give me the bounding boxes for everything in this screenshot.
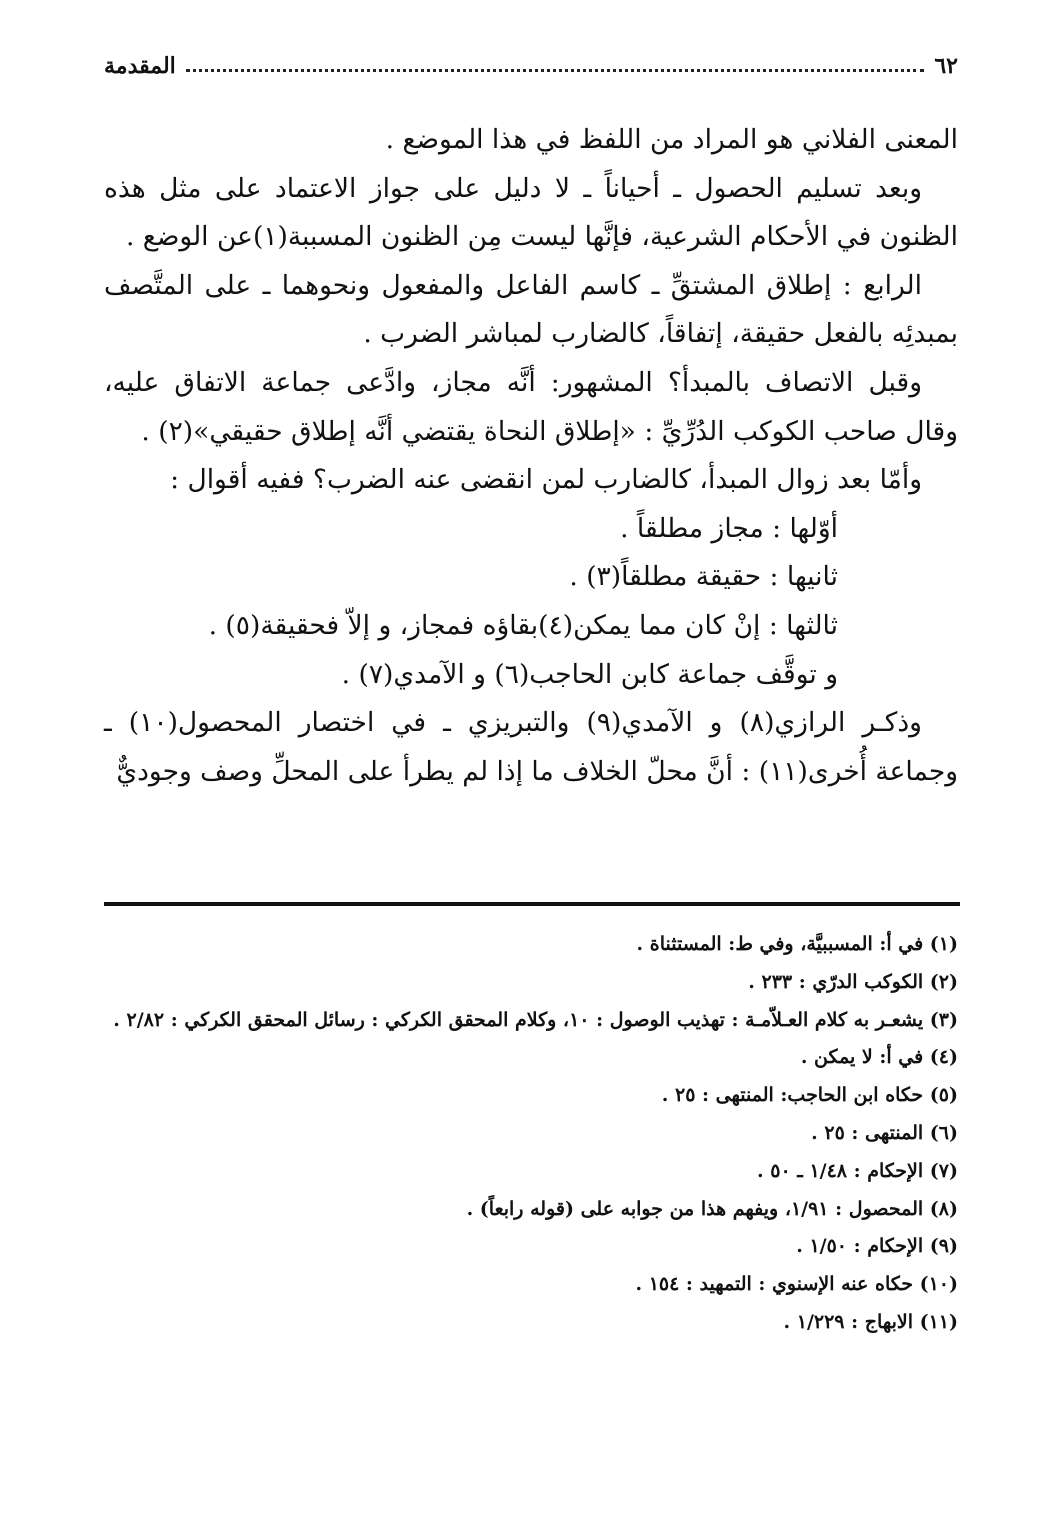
paragraph: الرابع : إطلاق المشتقِّ ـ كاسم الفاعل والمفعول ونحوهما ـ على المتَّصف بمبدئِه بالفعل حقيقة، إتفاقاً، كالضارب لمباشر الضرب . [104, 269, 958, 350]
list-item: ثالثها : إنْ كان مما يمكن(٤)بقاؤه فمجاز، و إلاّ فحقيقة(٥) . [208, 609, 838, 641]
footnotes [104, 926, 958, 1342]
main-text [104, 116, 958, 796]
footnote: (١١) الابهاج : ١/٢٢٩ . [783, 1310, 958, 1333]
footnote: (١) في أ: المسببيَّة، وفي ط: المستثناة . [636, 933, 958, 955]
footnote: (٦) المنتهى : ٢٥ . [811, 1121, 958, 1144]
footnote: (٤) في أ: لا يمكن . [800, 1046, 958, 1069]
footnote: (١٠) حكاه عنه الإسنوي : التمهيد : ١٥٤ . [635, 1273, 958, 1296]
paragraph: وقبل الاتصاف بالمبدأ؟ المشهور: أنَّه مجاز، وادَّعى جماعة الاتفاق عليه، وقال صاحب الكوكب الدُرِّيِّ : «إطلاق النحاة يقتضي أنَّه إطلاق حقيقي»(٢) . [104, 366, 958, 447]
footnote: (٣) يشعـر به كلام العـلاّمـة : تهذيب الوصول : ١٠، وكلام المحقق الكركي : رسائل المحقق الكركي : ٢/٨٢ . [113, 1008, 958, 1031]
footnote: (٧) الإحكام : ١/٤٨ ـ ٥٠ . [757, 1159, 958, 1182]
footnote: (٢) الكوكب الدرّي : ٢٣٣ . [748, 970, 958, 993]
section-title: المقدمة [104, 53, 176, 79]
paragraph: وأمّا بعد زوال المبدأ، كالضارب لمن انقضى عنه الضرب؟ ففيه أقوال : [170, 464, 922, 496]
footnote-separator [104, 902, 960, 906]
page-number: ٦٢ [934, 53, 958, 79]
running-header [104, 46, 958, 86]
list-item: أوّلها : مجاز مطلقاً . [620, 512, 838, 544]
paragraph: المعنى الفلاني هو المراد من اللفظ في هذا الموضع . [385, 124, 958, 155]
paragraph: وذكـر الرازي(٨) و الآمدي(٩) والتبريزي ـ في اختصار المحصول(١٠) ـ وجماعة أُخرى(١١) : أنَّ محلّ الخلاف ما إذا لم يطرأ على المحلِّ وصف وجوديٌّ [104, 707, 958, 787]
page [104, 0, 958, 1530]
list-item: و توقَّف جماعة كابن الحاجب(٦) و الآمدي(٧) . [341, 658, 838, 690]
footnote: (٩) الإحكام : ١/٥٠ . [796, 1235, 958, 1258]
list-item: ثانيها : حقيقة مطلقاً(٣) . [569, 561, 838, 593]
header-leader-dots [186, 69, 925, 72]
paragraph: وبعد تسليم الحصول ـ أحياناً ـ لا دليل على جواز الاعتماد على مثل هذه الظنون في الأحكام الشرعية، فإنَّها ليست مِن الظنون المسببة(١)عن الوضع . [104, 172, 958, 253]
footnote: (٨) المحصول : ١/٩١، ويفهم هذا من جوابه على (قوله رابعاً) . [466, 1197, 958, 1220]
footnote: (٥) حكاه ابن الحاجب: المنتهى : ٢٥ . [661, 1084, 958, 1107]
